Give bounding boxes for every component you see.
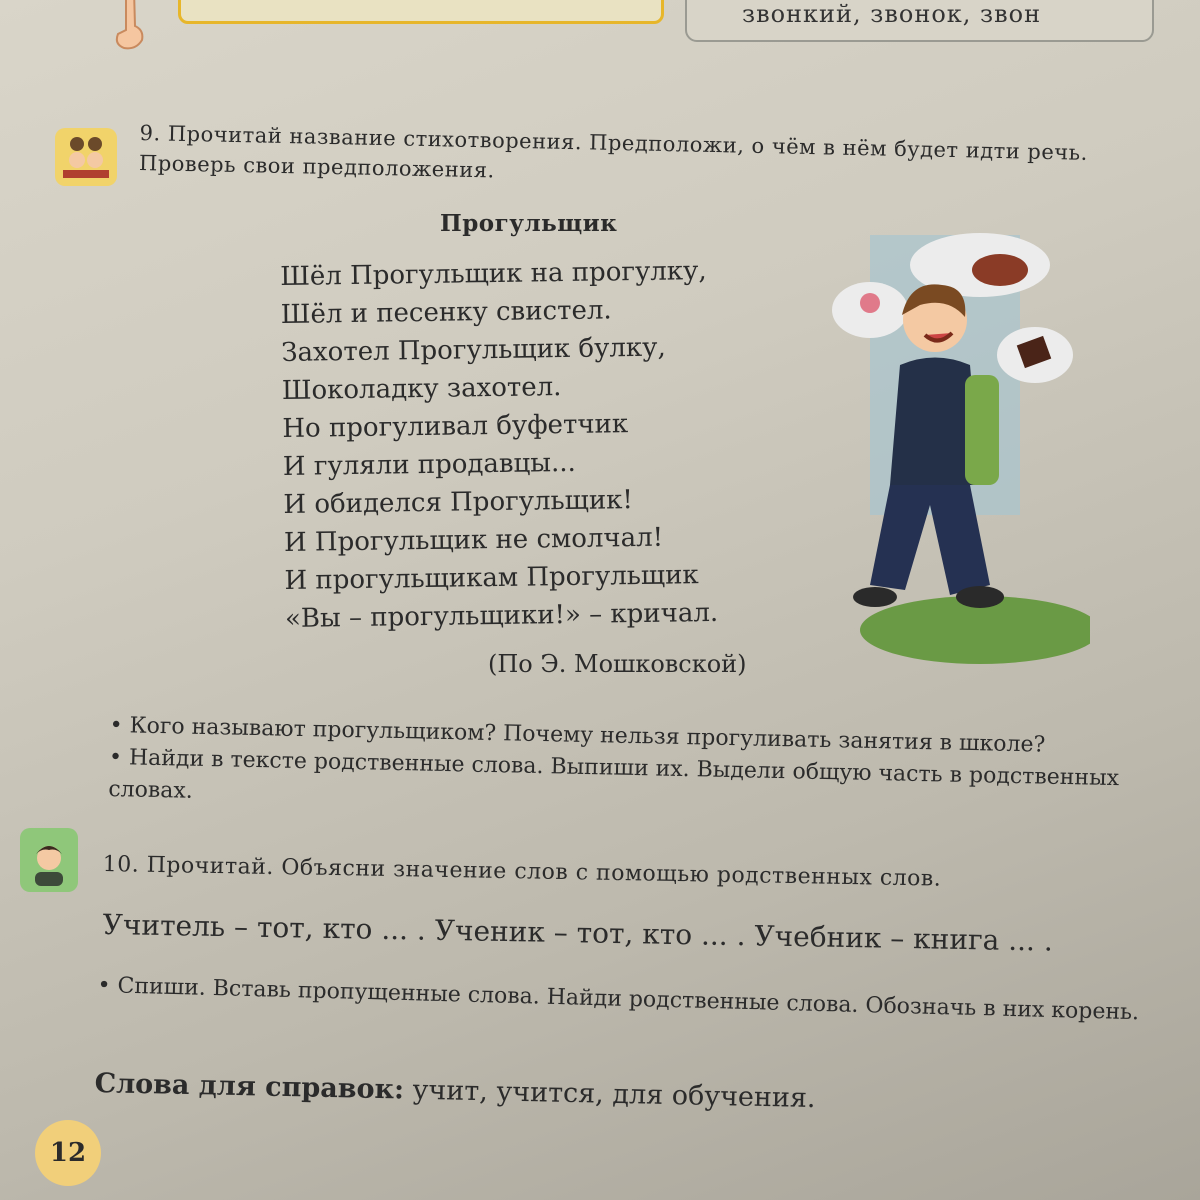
- poem-line: Шёл Прогульщик на прогулку,: [280, 256, 707, 292]
- poem-line: И обиделся Прогульщик!: [283, 485, 634, 520]
- task9-heading: 9. Прочитай название стихотворения. Предположи, о чём в нём будет идти речь. Проверь свои предположения.: [138, 120, 1089, 183]
- question-item: • Найди в тексте родственные слова. Выпиши их. Выдели общую часть в родственных словах.: [108, 744, 1120, 804]
- task9-questions: [108, 710, 1180, 828]
- question-item: • Кого называют прогульщиком? Почему нельзя прогуливать занятия в школе?: [109, 712, 1046, 758]
- pair-work-icon: [55, 128, 117, 186]
- poem-line: Захотел Прогульщик булку,: [281, 332, 666, 368]
- hand-icon: [108, 0, 148, 52]
- poem-body: [280, 252, 718, 638]
- reference-words-label: Слова для справок:: [94, 1068, 405, 1106]
- poem-line: «Вы – прогульщики!» – кричал.: [284, 597, 719, 634]
- task10-instruction: • Спиши. Вставь пропущенные слова. Найди родственные слова. Обозначь в них корень.: [97, 972, 1140, 1026]
- poem-line: Шёл и песенку свистел.: [280, 295, 612, 330]
- top-highlight-box: [178, 0, 664, 24]
- poem-line: И Прогульщик не смолчал!: [283, 522, 664, 558]
- page-number: 12: [35, 1120, 101, 1186]
- poem-line: И прогульщикам Прогульщик: [284, 560, 699, 596]
- reference-words: [94, 1068, 816, 1114]
- poem-author: (По Э. Мошковской): [488, 650, 747, 678]
- top-word-box: [685, 0, 1154, 42]
- student-icon: [20, 828, 78, 892]
- poem-line: И гуляли продавцы...: [282, 447, 576, 482]
- poem-line: Шоколадку захотел.: [281, 372, 562, 406]
- boy-illustration: [830, 225, 1090, 675]
- task10-heading: 10. Прочитай. Объясни значение слов с помощью родственных слов.: [102, 851, 942, 892]
- poem-title: Прогульщик: [440, 210, 618, 237]
- reference-words-list: учит, учится, для обучения.: [412, 1074, 816, 1115]
- task10-sentences: Учитель – тот, кто ... . Ученик – тот, кто ... . Учебник – книга ... .: [102, 908, 1054, 958]
- top-word-box-text: звонкий, звонок, звон: [742, 0, 1042, 28]
- poem-line: Но прогуливал буфетчик: [282, 409, 629, 444]
